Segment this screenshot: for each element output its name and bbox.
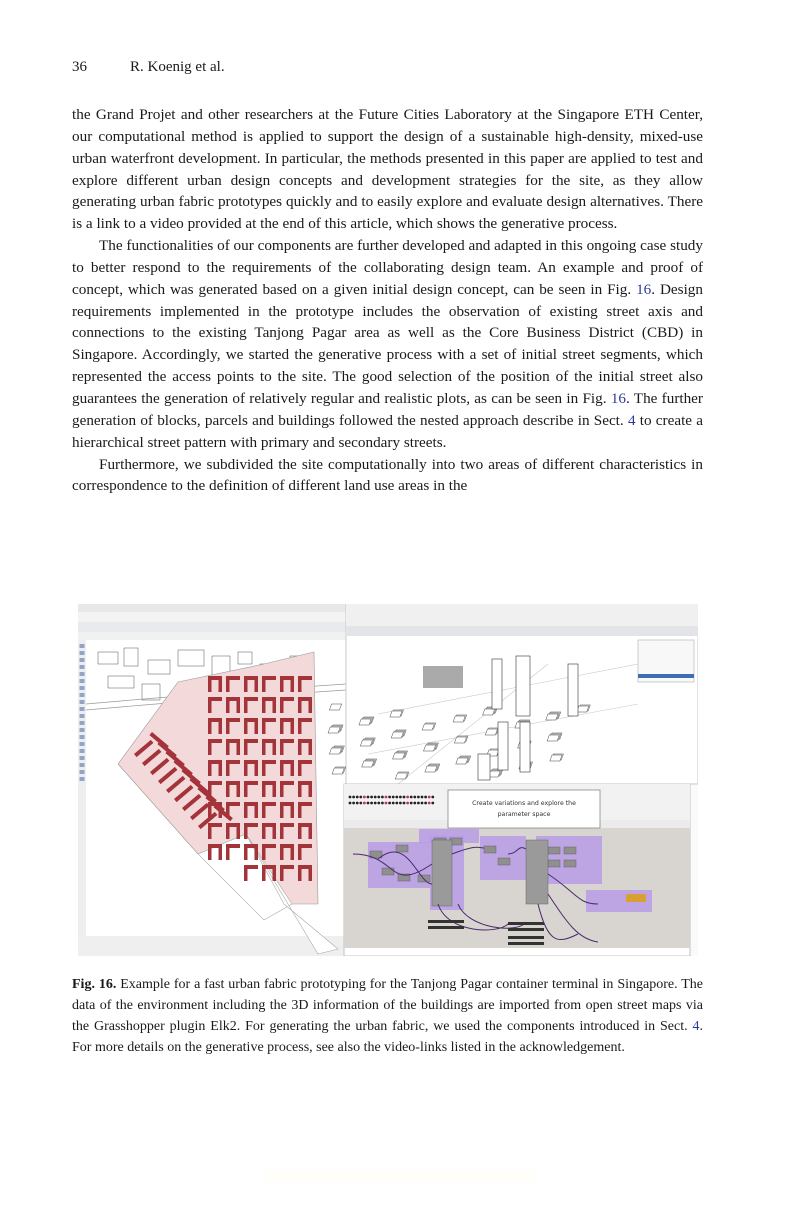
component-icon [370, 802, 373, 805]
tower [478, 754, 490, 780]
number-slider [508, 936, 544, 939]
building-block [255, 844, 259, 860]
component-icon [363, 802, 366, 805]
building-block [208, 697, 212, 713]
building-3d [456, 758, 468, 764]
component-node [564, 847, 576, 854]
building-block [298, 697, 302, 713]
tool-icon [80, 728, 85, 732]
component-icon [352, 802, 355, 805]
building-block [244, 844, 248, 860]
component-icon [374, 796, 377, 799]
component-icon [374, 802, 377, 805]
dense-cluster [423, 666, 463, 688]
building-block [226, 781, 230, 797]
component-icon [413, 796, 416, 799]
component-icon [428, 802, 431, 805]
building-block [226, 718, 230, 734]
building-3d [485, 729, 497, 735]
component-icon [392, 802, 395, 805]
building-3d [577, 706, 589, 712]
running-head: R. Koenig et al. [130, 59, 225, 75]
paragraph-text: Furthermore, we subdivided the site computationally into two areas of different characteristics in correspondence to the definition of different land use areas in the [72, 455, 703, 495]
cross-reference-link[interactable]: 16 [610, 389, 626, 407]
building-block [237, 697, 241, 713]
building-block [237, 781, 241, 797]
building-3d [332, 768, 344, 774]
building-block [280, 781, 284, 797]
building-block [262, 760, 266, 776]
building-block [273, 781, 277, 797]
number-slider [508, 922, 544, 925]
building-3d [395, 773, 407, 779]
tool-icon [80, 714, 85, 718]
building-3d [362, 761, 374, 767]
building-block [244, 676, 248, 692]
building-block [273, 697, 277, 713]
component-icon [381, 802, 384, 805]
component-icon [349, 796, 352, 799]
building-block [244, 760, 248, 776]
building-block [298, 823, 302, 839]
tool-icon [80, 665, 85, 669]
component-icon [417, 802, 420, 805]
cross-reference-link[interactable]: 4 [692, 1019, 700, 1034]
building-3d [454, 737, 466, 743]
paragraph-text: . The further generation of blocks, parcels and buildings followed the nested approach describe in Sect. [72, 389, 703, 429]
building-block [219, 844, 223, 860]
paragraph-2 [72, 235, 703, 453]
building-block [273, 739, 277, 755]
component-icon [417, 796, 420, 799]
tool-icon [80, 672, 85, 676]
component-icon [367, 802, 370, 805]
component-node [484, 846, 496, 853]
building-block [291, 718, 295, 734]
tool-icon [80, 651, 85, 655]
building-block [298, 739, 302, 755]
building-block [280, 823, 284, 839]
component-icon [410, 802, 413, 805]
building-3d [422, 724, 434, 730]
component-icon [428, 796, 431, 799]
building-block [262, 823, 266, 839]
component-icon [359, 802, 362, 805]
building-block [273, 865, 277, 881]
component-icon [399, 802, 402, 805]
footer-band [266, 1170, 534, 1182]
building-3d [360, 740, 372, 746]
tower [520, 722, 530, 772]
building-block [208, 718, 212, 734]
component-icon [410, 796, 413, 799]
building-block [262, 802, 266, 818]
tool-icon [80, 644, 85, 648]
building-block [273, 823, 277, 839]
building-block [262, 676, 266, 692]
building-block [244, 781, 248, 797]
tool-icon [80, 763, 85, 767]
tower [516, 656, 530, 716]
building-block [237, 823, 241, 839]
building-block [298, 781, 302, 797]
grasshopper-window [344, 784, 690, 956]
component-icon [403, 796, 406, 799]
building-block [280, 760, 284, 776]
building-block [298, 760, 302, 776]
building-3d [423, 745, 435, 751]
component-icon [399, 796, 402, 799]
building-block [280, 802, 284, 818]
component-icon [367, 796, 370, 799]
cross-reference-link[interactable]: 4 [627, 411, 636, 429]
building-block [226, 676, 230, 692]
building-block [244, 697, 248, 713]
number-slider [508, 928, 544, 931]
building-block [291, 676, 295, 692]
building-block [280, 718, 284, 734]
building-3d [391, 732, 403, 738]
building-block [280, 676, 284, 692]
building-block [280, 844, 284, 860]
building-block [298, 844, 302, 860]
component-icon [377, 796, 380, 799]
rhino-status-bar [78, 936, 346, 956]
building-block [309, 865, 313, 881]
caption-label: Fig. 16. [72, 977, 117, 992]
rhino-toolbar-icons [78, 632, 346, 640]
component-icon [388, 796, 391, 799]
building-block [255, 718, 259, 734]
building-3d [329, 704, 341, 710]
component-node [396, 845, 408, 852]
building-block [219, 676, 223, 692]
running-header [72, 59, 225, 76]
building-block [208, 844, 212, 860]
building-block [262, 697, 266, 713]
paragraph-3 [72, 454, 703, 498]
component-icon [370, 796, 373, 799]
component-icon [413, 802, 416, 805]
building-block [244, 802, 248, 818]
building-block [291, 844, 295, 860]
tool-icon [80, 770, 85, 774]
caption-text: . For more details on the generative process, see also the video-links listed in the acknowledgement. [72, 1019, 703, 1055]
component-icon [388, 802, 391, 805]
component-icon [431, 796, 434, 799]
building-3d [390, 711, 402, 717]
building-block [208, 823, 212, 839]
cross-reference-link[interactable]: 16 [636, 280, 652, 298]
building-block [244, 823, 248, 839]
building-block [291, 760, 295, 776]
building-block [226, 739, 230, 755]
tower [492, 659, 502, 709]
component-icon [363, 796, 366, 799]
tool-icon [80, 679, 85, 683]
building-block [255, 802, 259, 818]
building-block [309, 697, 313, 713]
building-block [298, 718, 302, 734]
tool-icon [80, 735, 85, 739]
building-block [309, 781, 313, 797]
building-block [262, 739, 266, 755]
building-block [255, 760, 259, 776]
number-slider [428, 926, 464, 929]
rhino-command-area [78, 612, 346, 622]
cluster-node [526, 840, 548, 904]
component-icon [406, 796, 409, 799]
building-block [262, 781, 266, 797]
component-icon [403, 802, 406, 805]
building-block [255, 676, 259, 692]
component-icon [392, 796, 395, 799]
tool-icon [80, 742, 85, 746]
building-3d [425, 766, 437, 772]
paragraph-text: the Grand Projet and other researchers at the Future Cities Laboratory at the Singapore ETH Center, our computational method is applied to support the design of a sustainable high-density, mixed-use urban waterfront development. In particular, the methods presented in this paper are applied to test and explore different urban design concepts and development strategies for the site, as they allow generating urban fabric prototypes quickly and to easily explore and evaluate design alternatives. There is a link to a video provided at the end of this article, which shows the generative process. [72, 106, 703, 233]
building-block [226, 760, 230, 776]
tool-icon [80, 756, 85, 760]
building-block [262, 718, 266, 734]
number-slider [428, 920, 464, 923]
tower [568, 664, 578, 716]
building-block [237, 739, 241, 755]
rhino-toolbar-tabs [78, 622, 346, 632]
component-icon [381, 796, 384, 799]
building-block [208, 760, 212, 776]
building-3d [483, 709, 495, 715]
building-block [280, 697, 284, 713]
building-3d [453, 716, 465, 722]
building-block [226, 697, 230, 713]
rhino-title-bar [78, 604, 346, 612]
building-block [208, 676, 212, 692]
component-icon [395, 802, 398, 805]
tool-icon [80, 686, 85, 690]
component-icon [356, 802, 359, 805]
tool-icon [80, 700, 85, 704]
building-block [309, 823, 313, 839]
component-icon [424, 796, 427, 799]
building-block [298, 865, 302, 881]
figure-image [78, 604, 698, 956]
building-3d [359, 719, 371, 725]
building-3d [546, 714, 558, 720]
component-icon [385, 802, 388, 805]
building-block [219, 718, 223, 734]
building-block [280, 865, 284, 881]
perspective-viewport [328, 604, 698, 784]
page-number: 36 [72, 59, 87, 75]
caption-text [72, 977, 703, 1055]
building-block [298, 676, 302, 692]
number-slider [508, 942, 544, 945]
building-3d [393, 753, 405, 759]
building-block [262, 844, 266, 860]
paragraph-text: . Design requirements implemented in the prototype includes the observation of existing street axis and connections to the existing Tanjong Pagar area as well as the Core Business District (CBD) in Singapore. Accordingly, we started the generative process with a set of initial street segments, which represented the access points to the site. The good selection of the position of the initial street also guarantees the generation of relatively regular and realistic plots, as can be seen in Fig. [72, 280, 703, 407]
component-node [548, 847, 560, 854]
building-block [298, 802, 302, 818]
tool-icon [80, 693, 85, 697]
tool-icon [80, 749, 85, 753]
component-icon [395, 796, 398, 799]
component-node [498, 858, 510, 865]
component-icon [349, 802, 352, 805]
tool-icon [80, 707, 85, 711]
component-icon [359, 796, 362, 799]
component-node [564, 860, 576, 867]
tool-icon [80, 777, 85, 781]
figure-caption [72, 974, 703, 1058]
component-icon [385, 796, 388, 799]
paragraph-text: to create a hierarchical street pattern with primary and secondary streets. [72, 411, 703, 451]
overlay-text-line2: parameter space [497, 811, 551, 818]
component-node [548, 860, 560, 867]
building-block [280, 739, 284, 755]
building-block [219, 760, 223, 776]
building-block [244, 865, 248, 881]
building-block [244, 739, 248, 755]
caption-text: Example for a fast urban fabric prototyping for the Tanjong Pagar container terminal in Singapore. The data of the environment including the 3D information of the buildings are imported from open street maps via the Grasshopper plugin Elk2. For generating the urban fabric, we used the components introduced in Sect. [72, 977, 703, 1034]
component-icon [352, 796, 355, 799]
panel-output [626, 894, 646, 902]
rhino-side-toolbar [78, 640, 86, 936]
building-block [226, 844, 230, 860]
building-block [291, 802, 295, 818]
component-icon [431, 802, 434, 805]
building-block [208, 739, 212, 755]
figure-16 [78, 604, 698, 956]
component-icon [421, 796, 424, 799]
rhino-window [78, 604, 346, 956]
paragraph-1 [72, 104, 703, 235]
tool-icon [80, 721, 85, 725]
component-icon [421, 802, 424, 805]
paragraph-text: The functionalities of our components are further developed and adapted in this ongoing case study to better respond to the requirements of the collaborating design team. An example and proof of concept, which was generated based on a given initial design concept, can be seen in Fig. [72, 237, 703, 298]
building-3d [550, 755, 562, 761]
body-text [72, 104, 703, 497]
building-block [226, 823, 230, 839]
overlay-text-line1: Create variations and explore the [472, 800, 576, 807]
cluster-node [432, 840, 452, 906]
component-icon [406, 802, 409, 805]
tool-icon [80, 658, 85, 662]
building-block [244, 718, 248, 734]
building-block [309, 739, 313, 755]
component-icon [377, 802, 380, 805]
building-3d [547, 735, 559, 741]
component-icon [356, 796, 359, 799]
building-3d [328, 727, 340, 733]
annotation-overlay [448, 790, 600, 828]
tower [498, 722, 508, 770]
building-block [262, 865, 266, 881]
building-3d [329, 748, 341, 754]
component-icon [424, 802, 427, 805]
